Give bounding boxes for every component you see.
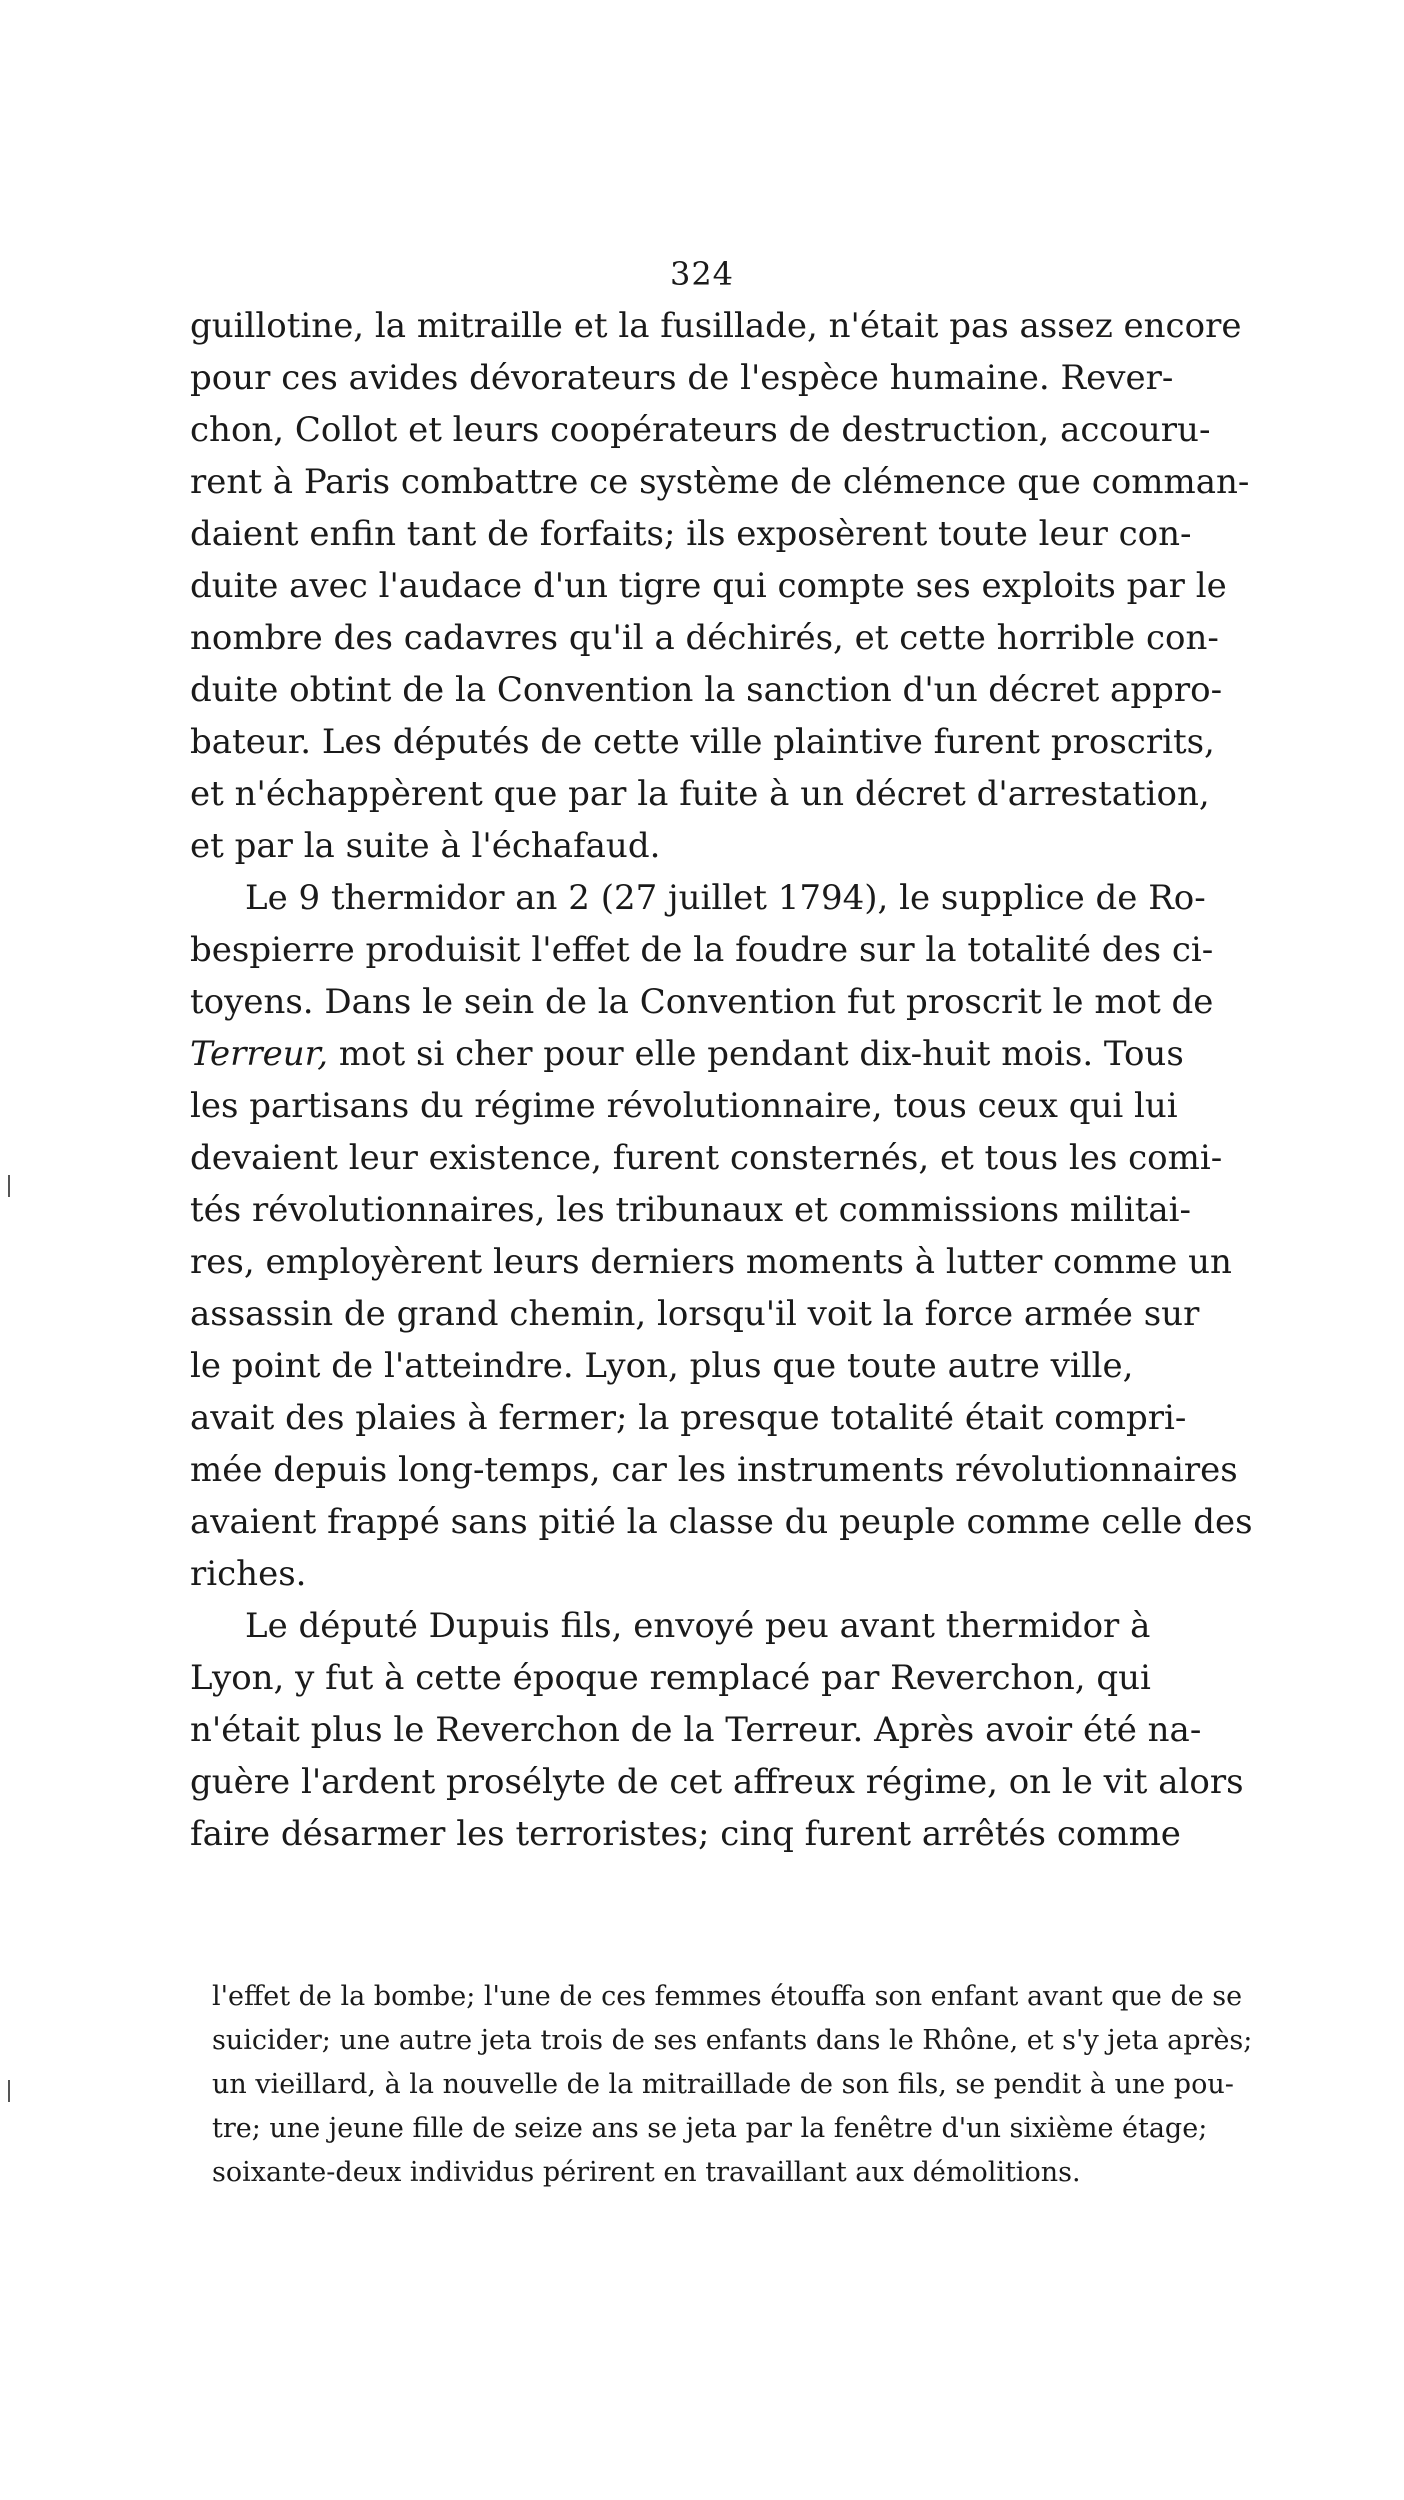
- text-line: et par la suite à l'échafaud.: [190, 826, 661, 866]
- text-line: faire désarmer les terroristes; cinq furent arrêtés comme: [190, 1814, 1181, 1854]
- footnote: [212, 1975, 1294, 2195]
- text-line: tés révolutionnaires, les tribunaux et commissions militai-: [190, 1190, 1192, 1230]
- line-rest: mot si cher pour elle pendant dix-huit mois. Tous: [338, 1034, 1184, 1074]
- text-line: duite avec l'audace d'un tigre qui compte ses exploits par le: [190, 566, 1227, 606]
- scan-edge-mark: [8, 1175, 10, 1197]
- italic-word: Terreur, mot si cher pour elle pendant dix-huit mois. Tous: [190, 1034, 1184, 1074]
- page-number: 324: [669, 255, 735, 293]
- text-line: bespierre produisit l'effet de la foudre sur la totalité des ci-: [190, 930, 1214, 970]
- text-line: guère l'ardent prosélyte de cet affreux régime, on le vit alors: [190, 1762, 1244, 1802]
- text-line: le point de l'atteindre. Lyon, plus que toute autre ville,: [190, 1346, 1134, 1386]
- footnote-line: l'effet de la bombe; l'une de ces femmes étouffa son enfant avant que de se: [212, 1981, 1243, 2012]
- text-line: chon, Collot et leurs coopérateurs de destruction, accouru-: [190, 410, 1211, 450]
- text-line: guillotine, la mitraille et la fusillade, n'était pas assez encore: [190, 306, 1242, 346]
- text-line: duite obtint de la Convention la sanction d'un décret appro-: [190, 670, 1223, 710]
- text-line: pour ces avides dévorateurs de l'espèce humaine. Rever-: [190, 358, 1174, 398]
- footnote-line: tre; une jeune fille de seize ans se jeta par la fenêtre d'un sixième étage;: [212, 2113, 1208, 2144]
- text-line: toyens. Dans le sein de la Convention fut proscrit le mot de: [190, 982, 1214, 1022]
- text-line: mée depuis long-temps, car les instruments révolutionnaires: [190, 1450, 1238, 1490]
- footnote-line: suicider; une autre jeta trois de ses enfants dans le Rhône, et s'y jeta après;: [212, 2025, 1253, 2056]
- text-line: devaient leur existence, furent consternés, et tous les comi-: [190, 1138, 1223, 1178]
- text-line: avait des plaies à fermer; la presque totalité était compri-: [190, 1398, 1187, 1438]
- text-line: bateur. Les députés de cette ville plaintive furent proscrits,: [190, 722, 1215, 762]
- text-line: Lyon, y fut à cette époque remplacé par Reverchon, qui: [190, 1658, 1151, 1698]
- text-line: n'était plus le Reverchon de la Terreur. Après avoir été na-: [190, 1710, 1202, 1750]
- text-line: res, employèrent leurs derniers moments à lutter comme un: [190, 1242, 1232, 1282]
- text-line: assassin de grand chemin, lorsqu'il voit la force armée sur: [190, 1294, 1200, 1334]
- scan-edge-mark: [8, 2080, 10, 2102]
- body-text: [190, 300, 1300, 1860]
- text-line: nombre des cadavres qu'il a déchirés, et cette horrible con-: [190, 618, 1219, 658]
- paragraph-start-line: Le député Dupuis fils, envoyé peu avant thermidor à: [245, 1606, 1151, 1646]
- text-line: daient enfin tant de forfaits; ils exposèrent toute leur con-: [190, 514, 1192, 554]
- footnote-line: un vieillard, à la nouvelle de la mitraillade de son fils, se pendit à une pou-: [212, 2069, 1234, 2100]
- text-line-with-italic: [190, 1028, 1300, 1080]
- text-line: et n'échappèrent que par la fuite à un décret d'arrestation,: [190, 774, 1210, 814]
- paragraph-start-line: Le 9 thermidor an 2 (27 juillet 1794), le supplice de Ro-: [245, 878, 1206, 918]
- text-line: les partisans du régime révolutionnaire, tous ceux qui lui: [190, 1086, 1178, 1126]
- text-line: riches.: [190, 1554, 307, 1594]
- footnote-line: soixante-deux individus périrent en travaillant aux démolitions.: [212, 2157, 1081, 2188]
- text-line: avaient frappé sans pitié la classe du peuple comme celle des: [190, 1502, 1253, 1542]
- text-line: rent à Paris combattre ce système de clémence que comman-: [190, 462, 1250, 502]
